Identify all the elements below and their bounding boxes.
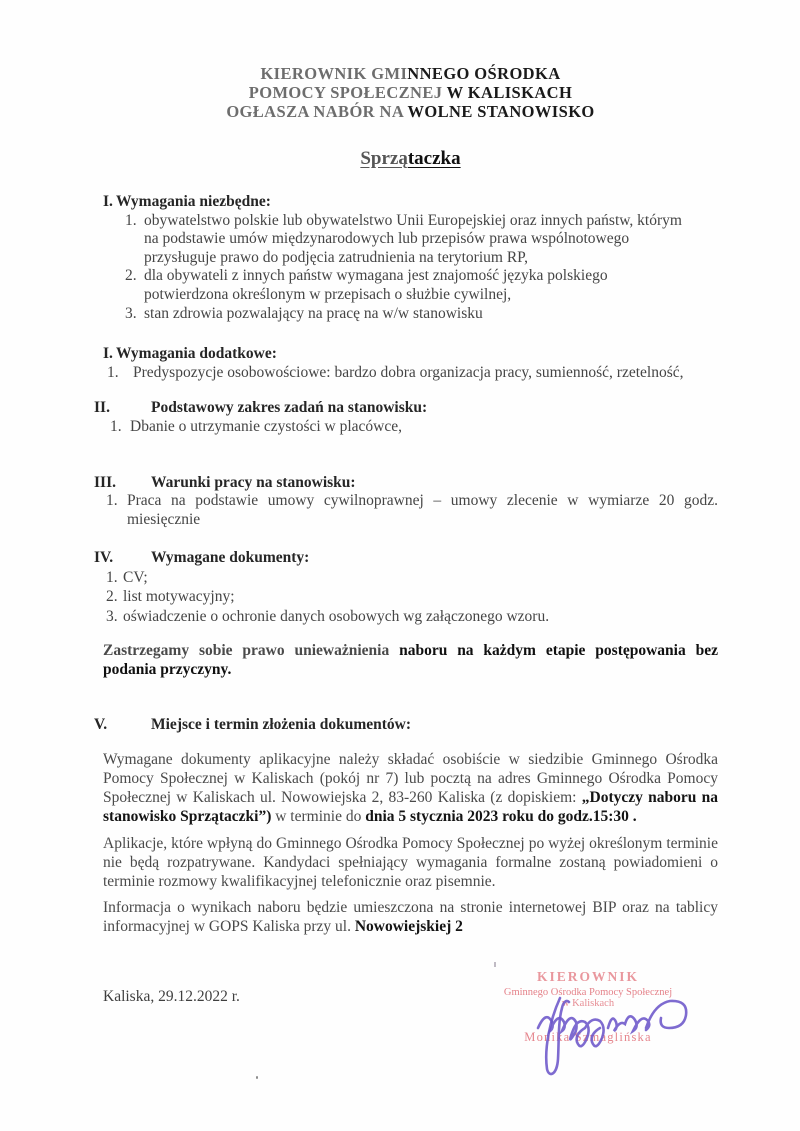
address-bold: Nowowiejskiej 2 [354, 918, 463, 936]
section-numeral: I. [103, 193, 113, 210]
additional-requirements-list [107, 364, 718, 383]
section-heading-text: Wymagania niezbędne: [116, 193, 271, 210]
handwritten-signature [500, 984, 705, 1079]
list-item [106, 587, 718, 607]
item-text: oświadczenie o ochronie danych osobowych wg załączonego wzoru. [123, 607, 550, 625]
item-text: Praca na podstawie umowy cywilnoprawnej – umowy zlecenie w wymiarze 20 godz. miesięcznie [127, 492, 718, 528]
stamp-title: KIEROWNIK [536, 969, 639, 984]
section-numeral: I. [103, 345, 113, 363]
required-documents-list [106, 568, 718, 627]
submission-instructions-paragraph: Wymagane dokumenty aplikacyjne należy składać osobiście w siedzibie Gminnego Ośrodka Pomocy Społecznej w Kaliskach (pokój nr 7) lub pocztą na adres Gminnego Ośrodka Pomocy Społecznej w Kaliskach ul. Nowowiejska 2, 83-260 Kaliska (z dopiskiem: „Dotyczy naboru na stanowisko Sprzątaczki”) w terminie do dnia 5 stycznia 2023 roku do godz.15:30 . [103, 751, 718, 825]
results-information-paragraph: Informacja o wynikach naboru będzie umieszczona na stronie internetowej BIP oraz na tablicy informacyjnej w GOPS Kaliska przy ul. Nowowiejskiej 2 [103, 899, 718, 936]
item-number: 3. [106, 607, 118, 625]
application-note-bold: „Dotyczy naboru na stanowisko Sprzątaczki”) [103, 788, 718, 825]
item-text: dla obywateli z innych państw wymagana jest znajomość języka polskiego potwierdzona określonym w przepisach o służbie cywilnej, [144, 267, 608, 303]
late-applications-paragraph: Aplikacje, które wpłyną do Gminnego Ośrodka Pomocy Społecznej po wyżej określonym terminie nie będą rozpatrywane. Kandydaci spełniający wymagania formalne zostaną powiadomieni o terminie rozmowy kwalifikacyjnej telefonicznie oraz pisemnie. [103, 835, 718, 890]
item-number: 1. [107, 363, 119, 381]
item-text: list motywacyjny; [123, 588, 235, 606]
stamp-location: w Kaliskach [561, 998, 615, 1009]
cancellation-notice: Zastrzegamy sobie prawo unieważnienia naboru na każdym etapie postępowania bez podania przyczyny. [103, 642, 718, 679]
item-text: Predyspozycje osobowościowe: bardzo dobra organizacja pracy, sumienność, rzetelność, [133, 363, 684, 381]
header-line-3-text: OGŁASZA NABÓR NA [226, 102, 408, 121]
item-text: stan zdrowia pozwalający na pracę na w/w stanowisku [144, 304, 483, 322]
section-heading-additional-requirements [103, 345, 718, 364]
item-number: 1. [106, 568, 118, 586]
deadline-bold: dnia 5 stycznia 2023 roku do godz.15:30 . [365, 807, 637, 825]
document-date: Kaliska, 29.12.2022 r. [103, 988, 240, 1005]
section-heading-text: Miejsce i termin złożenia dokumentów: [151, 715, 411, 733]
scan-speck-artifact [256, 1076, 258, 1079]
list-item [125, 305, 718, 324]
item-text: obywatelstwo polskie lub obywatelstwo Unii Europejskiej oraz innych państw, którym na podstawie umów międzynarodowych lub przepisów prawa wspólnotowego przysługuje prawo do podjęcia zatrudnienia na terytorium RP, [144, 211, 682, 266]
list-item [106, 568, 718, 588]
item-number: 2. [125, 267, 137, 285]
section-heading-duties [94, 399, 718, 418]
essential-requirements-list [125, 212, 718, 324]
header-line-1-text: KIEROWNIK GMI [260, 64, 408, 83]
section-numeral: III. [94, 473, 116, 491]
stamp-institution: Gminnego Ośrodka Pomocy Społecznej [503, 987, 673, 998]
section-heading-required-documents [94, 549, 718, 568]
document-header [103, 64, 718, 121]
item-number: 3. [125, 304, 137, 322]
header-line-1: KIEROWNIK GMINNEGO OŚRODKA [260, 64, 561, 83]
header-line-3: OGŁASZA NABÓR NA WOLNE STANOWISKO [226, 102, 595, 121]
section-numeral: V. [94, 715, 108, 733]
item-number: 1. [110, 417, 122, 435]
section-heading-text: Warunki pracy na stanowisku: [151, 473, 356, 491]
scan-mark-artifact [494, 962, 496, 967]
section-heading-text: Podstawowy zakres zadań na stanowisku: [151, 399, 428, 417]
list-item [107, 364, 718, 383]
item-number: 1. [106, 492, 118, 510]
section-heading-work-conditions [94, 474, 718, 493]
stamp-signer-name: Monika Szmaglińska [524, 1030, 652, 1044]
document-content [94, 60, 718, 937]
section-numeral: IV. [94, 549, 114, 567]
section-heading-submission-place [94, 716, 718, 735]
list-item [125, 212, 718, 268]
item-text: CV; [123, 568, 148, 586]
work-conditions-list [106, 492, 718, 529]
list-item [125, 267, 718, 304]
list-item [106, 492, 718, 529]
item-number: 2. [106, 588, 118, 606]
section-numeral: II. [94, 399, 110, 417]
section-heading-text: Wymagane dokumenty: [151, 549, 310, 567]
item-number: 1. [125, 211, 137, 229]
section-heading-essential-requirements [103, 193, 718, 212]
header-line-2: POMOCY SPOŁECZNEJ W KALISKACH [248, 83, 573, 102]
section-heading-text: Wymagania dodatkowe: [116, 345, 277, 363]
duties-list [110, 418, 718, 437]
job-position-title: Sprzątaczka [360, 148, 461, 169]
list-item [110, 418, 718, 437]
item-text: Dbanie o utrzymanie czystości w placówce, [130, 417, 403, 435]
header-line-2-text: POMOCY SPOŁECZNEJ [248, 83, 447, 102]
list-item [106, 607, 718, 627]
